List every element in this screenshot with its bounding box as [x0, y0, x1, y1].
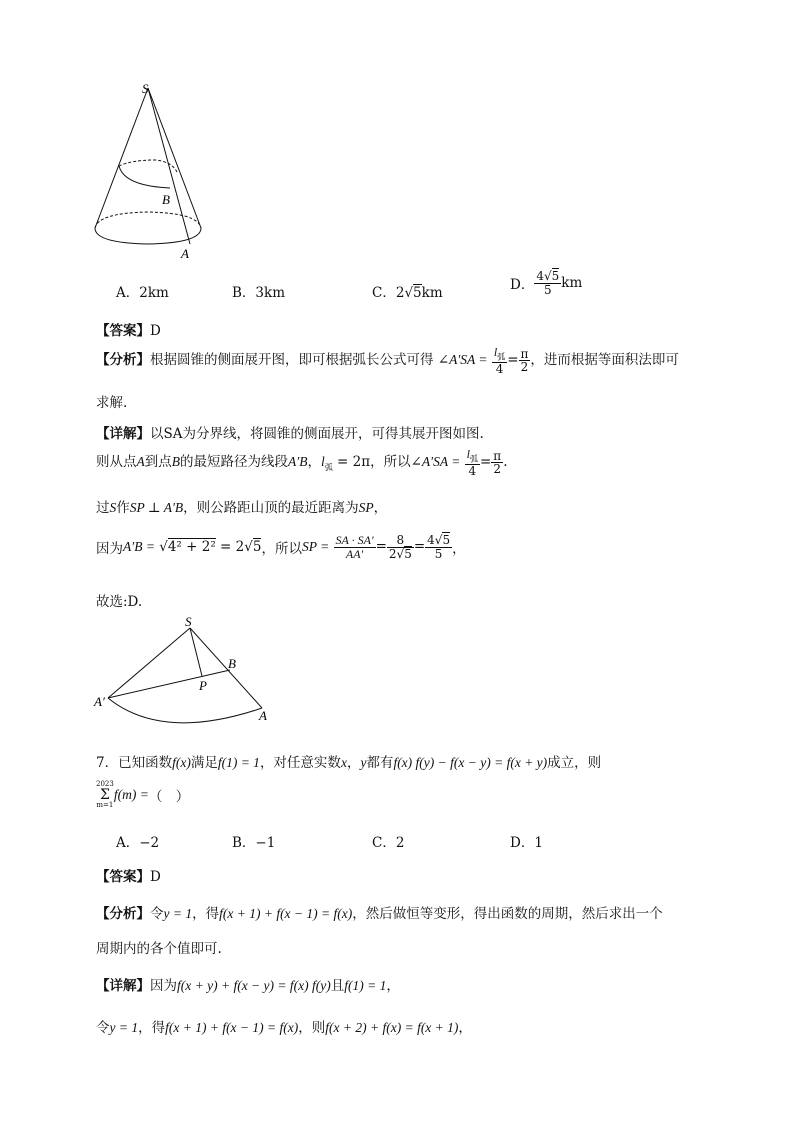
upper-circle-front: [119, 166, 170, 188]
q6-analysis-line2: 求解.: [96, 395, 128, 411]
option-c: C．2√5km: [372, 285, 443, 301]
q7-option-d: D．1: [510, 835, 543, 851]
q7-option-a: A．−2: [116, 835, 160, 851]
q7-analysis-line2: 周期内的各个值即可.: [96, 941, 222, 957]
segment-a-prime-b: [108, 670, 230, 698]
sector-label-b: B: [228, 656, 236, 671]
q7-option-c: C．2: [372, 835, 405, 851]
cone-right-edge: [148, 88, 201, 228]
q6-detail-line2: 则从点A到点B的最短路径为线段A′B，$l_弧 = 2\pi$，所以∠A′SA = $\frac{l_弧}{4}$ = $\frac{\pi}{2}$ .: [96, 447, 508, 478]
q7-detail-line1: 【详解】因为f(x + y) + f(x − y) = f(x) f(y)且f(1) = 1，: [96, 978, 400, 994]
q6-detail-line1: 【详解】以SA为分界线，将圆锥的侧面展开，可得其展开图如图.: [96, 426, 484, 442]
q6-detail-line5: 故选:D.: [96, 594, 143, 610]
sector-label-a: A: [259, 708, 267, 723]
cone-figure: [86, 78, 216, 263]
q6-detail-line3: 过S作SP ⊥ A′B，则公路距山顶的最近距离为SP，: [96, 500, 388, 516]
option-a: A．2km: [116, 285, 169, 301]
q7-detail-line2: 令y = 1，得f(x + 1) + f(x − 1) = f(x)，则f(x + 2) + f(x) = f(x + 1)，: [96, 1020, 472, 1036]
sector-radius-sa: [190, 628, 262, 708]
option-d: D． $\frac{4√5}{5}$ km: [510, 269, 583, 297]
sector-label-s: S: [185, 614, 192, 629]
cone-left-edge: [95, 88, 148, 228]
sector-label-p: P: [199, 678, 207, 693]
q6-detail-line4: 因为A′B = √4² + 2² = 2√5，所以SP = $\frac{SA \cdot SA'}{AA'}$ = $\frac{8}{2√5}$ = $\frac{4√5}{5}$ ，: [96, 533, 466, 561]
cone-label-b: B: [162, 192, 170, 207]
sector-arc: [108, 698, 262, 723]
q7-stem-line2: 2023 Σ m=1 f(m) =（ ）: [96, 780, 190, 809]
cone-label-s: S: [142, 81, 149, 96]
cone-base-front: [95, 228, 201, 244]
q6-answer: 【答案】D: [96, 323, 161, 339]
sector-figure: [92, 612, 282, 724]
cone-slant-line: [148, 88, 190, 244]
q7-answer: 【答案】D: [96, 869, 161, 885]
sector-label-a-prime: A′: [94, 694, 105, 709]
cone-label-a: A: [181, 246, 189, 261]
option-b: B．3km: [232, 285, 285, 301]
q7-option-b: B．−1: [232, 835, 276, 851]
q7-analysis-line1: 【分析】令y = 1，得f(x + 1) + f(x − 1) = f(x)，然后做恒等变形，得出函数的周期，然后求出一个: [96, 906, 663, 922]
q7-stem-line1: 7．已知函数f(x)满足f(1) = 1，对任意实数x，y都有f(x) f(y) − f(x − y) = f(x + y)成立，则: [96, 755, 602, 771]
sector-radius-sa-prime: [108, 628, 190, 698]
q6-analysis-line1: 【分析】根据圆锥的侧面展开图，即可根据弧长公式可得 ∠A′SA = $\frac{l_弧}{4}$ = $\frac{\pi}{2}$ ，进而根据等面积法即可: [96, 345, 679, 376]
